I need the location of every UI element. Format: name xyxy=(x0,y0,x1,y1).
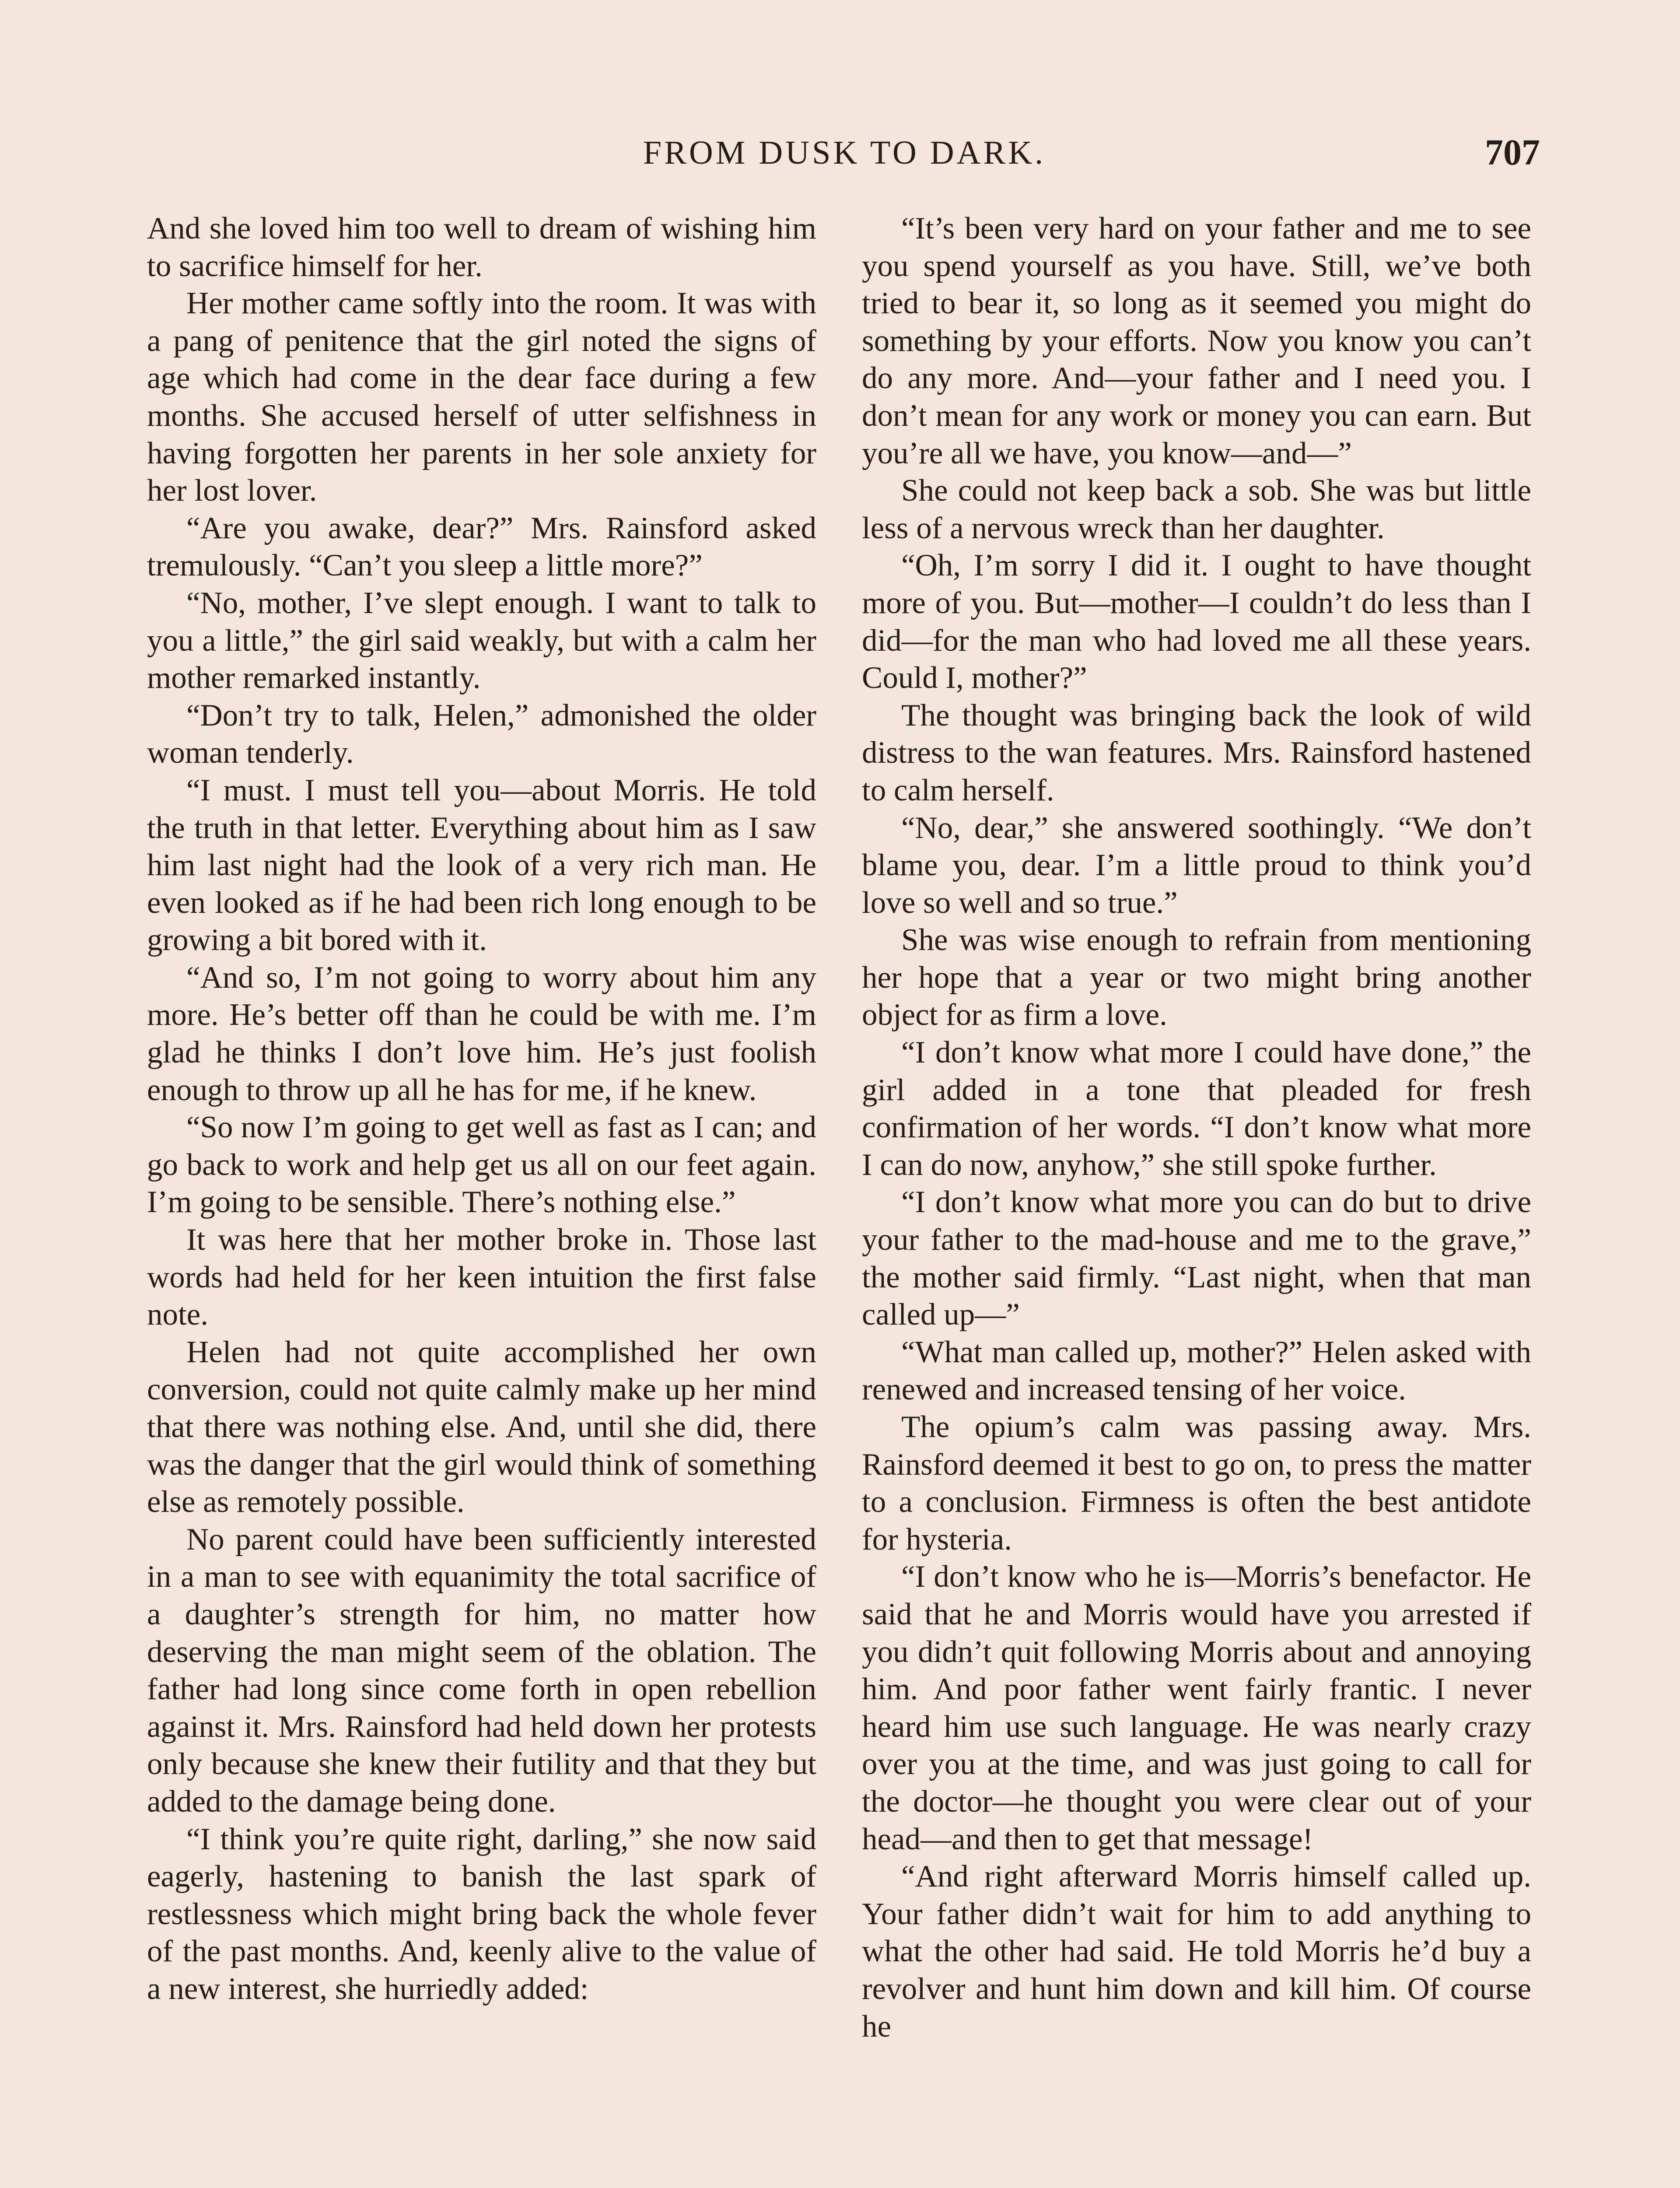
paragraph: “No, mother, I’ve slept enough. I want to talk to you a little,” the girl said weakly, but with a calm her mother remarked instantly. xyxy=(147,586,816,695)
paragraph: “I don’t know who he is—Morris’s benefactor. He said that he and Morris would have you arrested if you didn’t quit following Morris about and annoying him. And poor father went fairly frantic. I never heard him use such language. He was nearly crazy over you at the time, and was just going to call for the doctor—he thought you were clear out of your head—and then to get that message! xyxy=(862,1560,1531,1856)
paragraph: It was here that her mother broke in. Those last words had held for her keen intuition the first false note. xyxy=(147,1223,816,1332)
paragraph: She could not keep back a sob. She was but little less of a nervous wreck than her daughter. xyxy=(862,473,1531,545)
paragraph: “No, dear,” she answered soothingly. “We don’t blame you, dear. I’m a little proud to think you’d love so well and so true.” xyxy=(862,810,1531,920)
paragraph: “I don’t know what more you can do but to drive your father to the mad-house and me to the grave,” the mother said firmly. “Last night, when that man called up—” xyxy=(862,1185,1531,1332)
paragraph: “What man called up, mother?” Helen asked with renewed and increased tensing of her voice. xyxy=(862,1335,1531,1407)
paragraph: The thought was bringing back the look of wild distress to the wan features. Mrs. Rainsford hastened to calm herself. xyxy=(862,698,1531,807)
paragraph: Helen had not quite accomplished her own conversion, could not quite calmly make up her mind that there was nothing else. And, until she did, there was the danger that the girl would think of something else as remotely possible. xyxy=(147,1335,816,1519)
paragraph: “I don’t know what more I could have done,” the girl added in a tone that pleaded for fresh confirmation of her words. “I don’t know what more I can do now, anyhow,” she still spoke further. xyxy=(862,1035,1531,1182)
running-title: FROM DUSK TO DARK. xyxy=(643,134,1046,171)
paragraph: She was wise enough to refrain from mentioning her hope that a year or two might bring another object for as firm a love. xyxy=(862,923,1531,1032)
right-column xyxy=(862,210,1531,2188)
left-column xyxy=(147,210,816,2188)
paragraph: “Don’t try to talk, Helen,” admonished the older woman tenderly. xyxy=(147,698,816,770)
paragraph: “Are you awake, dear?” Mrs. Rainsford asked tremulously. “Can’t you sleep a little more?” xyxy=(147,511,816,583)
paragraph: “So now I’m going to get well as fast as I can; and go back to work and help get us all on our feet again. I’m going to be sensible. There’s nothing else.” xyxy=(147,1110,816,1220)
paragraph: “And right afterward Morris himself called up. Your father didn’t wait for him to add anything to what the other had said. He told Morris he’d buy a revolver and hunt him down and kill him. Of course he xyxy=(862,1859,1531,2044)
page-number: 707 xyxy=(1485,132,1540,173)
paragraph: “Oh, I’m sorry I did it. I ought to have thought more of you. But—mother—I couldn’t do less than I did—for the man who had loved me all these years. Could I, mother?” xyxy=(862,548,1531,695)
paragraph: No parent could have been sufficiently interested in a man to see with equanimity the total sacrifice of a daughter’s strength for him, no matter how deserving the man might seem of the oblation. The father had long since come forth in open rebellion against it. Mrs. Rainsford had held down her protests only because she knew their futility and that they but added to the damage being done. xyxy=(147,1522,816,1819)
paragraph: “And so, I’m not going to worry about him any more. He’s better off than he could be with me. I’m glad he thinks I don’t love him. He’s just foolish enough to throw up all he has for me, if he knew. xyxy=(147,960,816,1107)
paragraph: Her mother came softly into the room. It was with a pang of penitence that the girl noted the signs of age which had come in the dear face during a few months. She accused herself of utter selfishness in having forgotten her parents in her sole anxiety for her lost lover. xyxy=(147,286,816,508)
paragraph: The opium’s calm was passing away. Mrs. Rainsford deemed it best to go on, to press the matter to a conclusion. Firmness is often the best antidote for hysteria. xyxy=(862,1410,1531,1557)
paragraph: “I must. I must tell you—about Morris. He told the truth in that letter. Everything about him as I saw him last night had the look of a very rich man. He even looked as if he had been rich long enough to be growing a bit bored with it. xyxy=(147,773,816,957)
paragraph: “I think you’re quite right, darling,” she now said eagerly, hastening to banish the last spark of restlessness which might bring back the whole fever of the past months. And, keenly alive to the value of a new interest, she hurriedly added: xyxy=(147,1822,816,2006)
page-header xyxy=(149,130,1540,182)
paragraph: “It’s been very hard on your father and me to see you spend yourself as you have. Still, we’ve both tried to bear it, so long as it seemed you might do something by your efforts. Now you know you can’t do any more. And—your father and I need you. I don’t mean for any work or money you can earn. But you’re all we have, you know—and—” xyxy=(862,211,1531,470)
paragraph: And she loved him too well to dream of wishing him to sacrifice himself for her. xyxy=(147,211,816,283)
